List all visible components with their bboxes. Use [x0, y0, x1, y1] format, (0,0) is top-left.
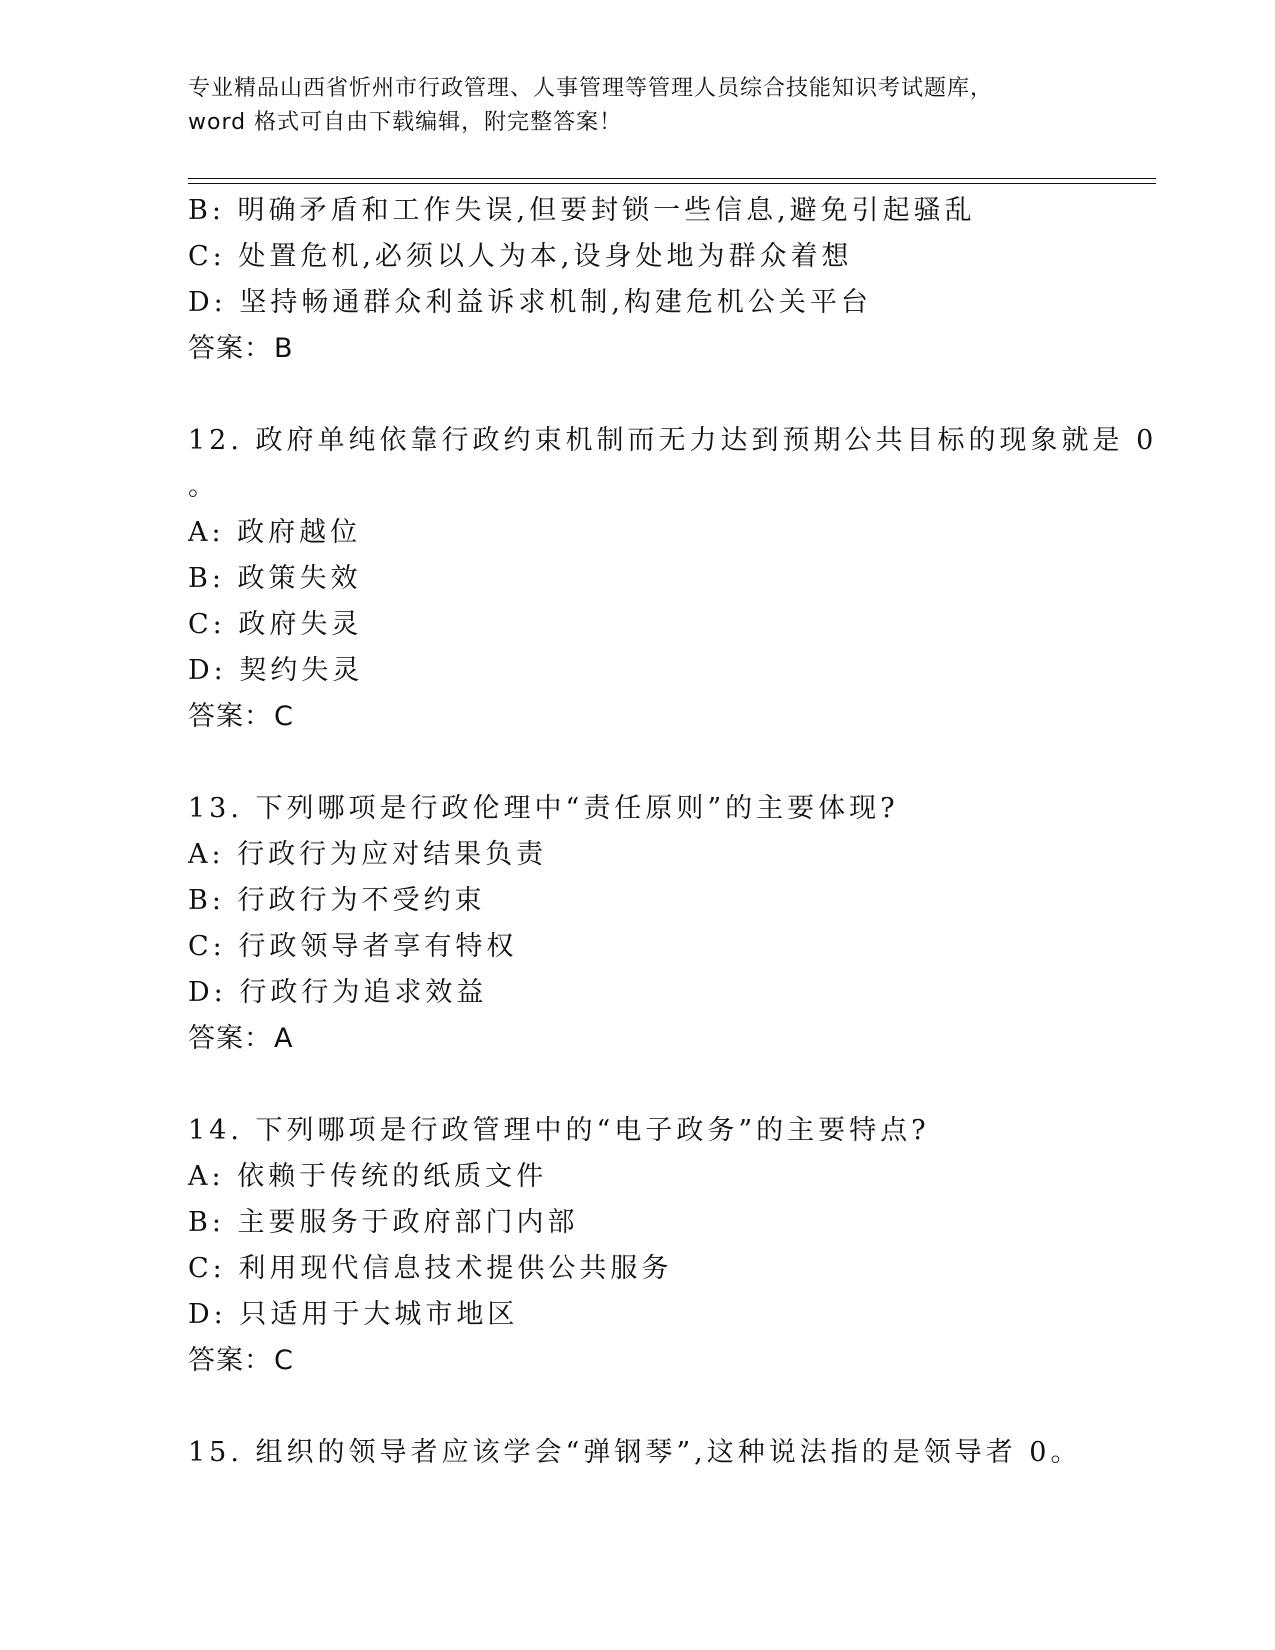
question-12 — [188, 418, 1158, 740]
question-stem: 15. 组织的领导者应该学会“弹钢琴”,这种说法指的是领导者 0。 — [188, 1437, 1082, 1468]
option-a: A: 行政行为应对结果负责 — [188, 839, 548, 870]
question-list — [188, 188, 1158, 1476]
spacer — [188, 740, 1148, 786]
option-c: C: 行政领导者享有特权 — [188, 931, 518, 962]
answer-line — [188, 326, 1148, 372]
spacer — [188, 1062, 1148, 1108]
option-b: B: 明确矛盾和工作失误,但要封锁一些信息,避免引起骚乱 — [188, 195, 976, 226]
answer-line — [188, 694, 1148, 740]
spacer — [188, 372, 1148, 418]
question-stem: 12. 政府单纯依靠行政约束机制而无力达到预期公共目标的现象就是 0 — [188, 425, 1158, 456]
header-divider-bottom — [188, 183, 1156, 184]
question-stem-continuation: 。 — [188, 471, 219, 502]
option-d: D: 只适用于大城市地区 — [188, 1299, 519, 1330]
answer-label: 答案： — [188, 333, 272, 364]
question-13 — [188, 786, 1148, 1062]
question-stem: 14. 下列哪项是行政管理中的“电子政务”的主要特点? — [188, 1115, 930, 1146]
answer-label: 答案： — [188, 1023, 272, 1054]
answer-value: C — [274, 1345, 294, 1376]
answer-value: C — [274, 701, 294, 732]
option-c: C: 利用现代信息技术提供公共服务 — [188, 1253, 673, 1284]
option-c: C: 处置危机,必须以人为本,设身处地为群众着想 — [188, 241, 853, 272]
header-divider-top — [188, 178, 1156, 179]
answer-value: B — [274, 333, 294, 364]
spacer — [188, 1384, 1148, 1430]
option-d: D: 契约失灵 — [188, 655, 364, 686]
answer-label: 答案： — [188, 1345, 272, 1376]
answer-line — [188, 1338, 1148, 1384]
question-11-continued — [188, 188, 1148, 372]
answer-line — [188, 1016, 1148, 1062]
option-c: C: 政府失灵 — [188, 609, 363, 640]
question-14 — [188, 1108, 1148, 1384]
option-b: B: 行政行为不受约束 — [188, 885, 486, 916]
option-d: D: 坚持畅通群众利益诉求机制,构建危机公关平台 — [188, 287, 872, 318]
document-header — [188, 72, 1148, 140]
option-b: B: 政策失效 — [188, 563, 362, 594]
answer-label: 答案： — [188, 701, 272, 732]
question-stem: 13. 下列哪项是行政伦理中“责任原则”的主要体现? — [188, 793, 899, 824]
question-15 — [188, 1430, 1148, 1476]
option-a: A: 政府越位 — [188, 517, 362, 548]
answer-value: A — [274, 1023, 294, 1054]
option-b: B: 主要服务于政府部门内部 — [188, 1207, 579, 1238]
option-d: D: 行政行为追求效益 — [188, 977, 488, 1008]
header-title-line2: word 格式可自由下载编辑，附完整答案！ — [188, 110, 623, 135]
option-a: A: 依赖于传统的纸质文件 — [188, 1161, 548, 1192]
header-title-line1: 专业精品山西省忻州市行政管理、人事管理等管理人员综合技能知识考试题库， — [188, 76, 994, 101]
